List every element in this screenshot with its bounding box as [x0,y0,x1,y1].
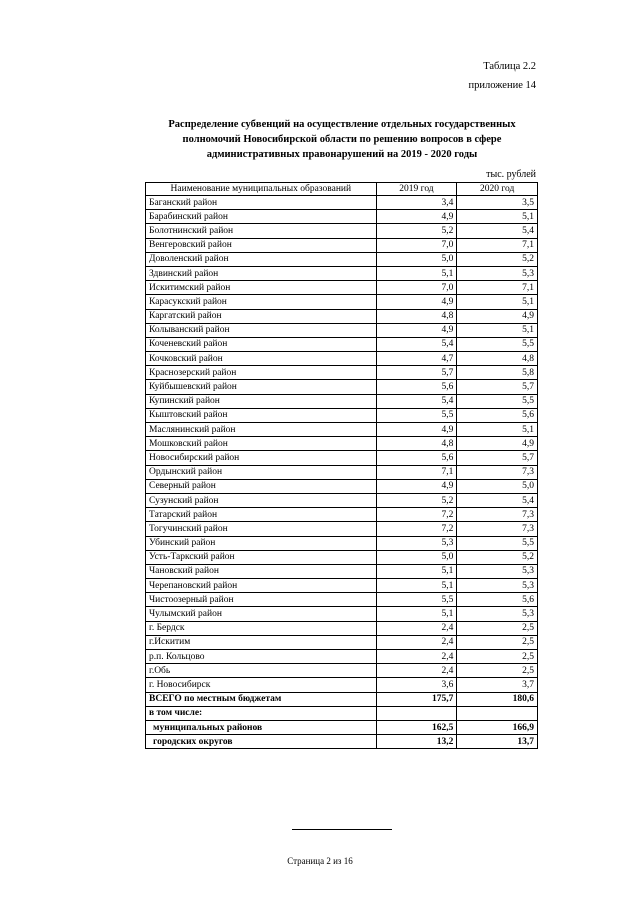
cell-2020: 5,1 [457,423,538,437]
table-row [146,224,538,238]
cell-municipality: Колыванский район [146,323,377,337]
cell-2019: 5,7 [376,366,457,380]
cell-2019: 5,3 [376,536,457,550]
cell-municipality: г.Обь [146,664,377,678]
cell-2020: 3,5 [457,196,538,210]
table-row [146,593,538,607]
cell-2020: 5,5 [457,337,538,351]
cell-2019: 13,2 [376,735,457,749]
table-number: Таблица 2.2 [483,61,536,72]
cell-2020: 5,3 [457,607,538,621]
cell-municipality: городских округов [146,735,377,749]
cell-2019: 3,4 [376,196,457,210]
cell-2019: 2,4 [376,635,457,649]
cell-2020: 7,1 [457,238,538,252]
table-row [146,550,538,564]
cell-2020: 4,8 [457,352,538,366]
cell-municipality: Татарский район [146,508,377,522]
cell-2020: 4,9 [457,309,538,323]
cell-municipality: Карасукский район [146,295,377,309]
cell-municipality: муниципальных районов [146,720,377,734]
cell-municipality: Черепановский район [146,579,377,593]
table-row [146,281,538,295]
cell-2020: 5,6 [457,408,538,422]
cell-2019: 7,0 [376,238,457,252]
cell-municipality: р.п. Кольцово [146,650,377,664]
table-row [146,536,538,550]
cell-2019: 5,5 [376,593,457,607]
column-header-name: Наименование муниципальных образований [146,183,377,196]
table-row [146,323,538,337]
table-row [146,210,538,224]
units-label: тыс. рублей [486,169,536,180]
cell-2020: 5,3 [457,266,538,280]
table-row [146,309,538,323]
cell-2020: 5,1 [457,323,538,337]
table-row [146,678,538,692]
cell-2020: 5,0 [457,479,538,493]
cell-2020: 5,5 [457,536,538,550]
cell-municipality: Барабинский район [146,210,377,224]
cell-2020: 5,3 [457,579,538,593]
cell-2019: 5,6 [376,451,457,465]
cell-2019: 5,2 [376,224,457,238]
cell-2019: 2,4 [376,621,457,635]
subsidy-table [145,182,538,749]
subtotal-row [146,720,538,734]
table-row [146,493,538,507]
cell-2020: 7,3 [457,522,538,536]
cell-2020: 5,4 [457,493,538,507]
table-body [146,196,538,749]
cell-2019: 4,9 [376,323,457,337]
cell-municipality: г.Искитим [146,635,377,649]
table-row [146,266,538,280]
table-row [146,423,538,437]
table-row [146,451,538,465]
cell-municipality: Каргатский район [146,309,377,323]
cell-2019: 4,7 [376,352,457,366]
cell-2019: 5,6 [376,380,457,394]
cell-2020: 5,2 [457,252,538,266]
cell-2019: 4,8 [376,309,457,323]
cell-municipality: Краснозерский район [146,366,377,380]
table-row [146,295,538,309]
cell-2019: 5,4 [376,337,457,351]
cell-2019: 5,1 [376,266,457,280]
cell-municipality: Северный район [146,479,377,493]
cell-municipality: Тогучинский район [146,522,377,536]
cell-2020: 5,7 [457,380,538,394]
cell-municipality: Болотнинский район [146,224,377,238]
cell-municipality: Доволенский район [146,252,377,266]
table-row [146,650,538,664]
cell-2020: 2,5 [457,621,538,635]
table-row [146,522,538,536]
cell-municipality: Новосибирский район [146,451,377,465]
page-footer: Страница 2 из 16 [287,856,353,866]
cell-municipality: г. Новосибирск [146,678,377,692]
cell-municipality: Купинский район [146,394,377,408]
cell-2019: 7,2 [376,522,457,536]
cell-municipality: Кыштовский район [146,408,377,422]
table-row [146,394,538,408]
cell-2019: 5,5 [376,408,457,422]
cell-2019: 4,9 [376,423,457,437]
cell-municipality: Убинский район [146,536,377,550]
cell-2019: 4,9 [376,210,457,224]
table-row [146,437,538,451]
column-header-2019: 2019 год [376,183,457,196]
table-row [146,252,538,266]
cell-municipality: Куйбышевский район [146,380,377,394]
table-row [146,479,538,493]
cell-2020: 3,7 [457,678,538,692]
table-row [146,508,538,522]
cell-2019: 5,0 [376,550,457,564]
appendix-label: приложение 14 [468,80,536,91]
cell-municipality: Венгеровский район [146,238,377,252]
cell-municipality: Мошковский район [146,437,377,451]
table-row [146,408,538,422]
cell-2019: 175,7 [376,692,457,706]
cell-municipality: Чулымский район [146,607,377,621]
cell-2019: 4,8 [376,437,457,451]
cell-2020: 13,7 [457,735,538,749]
cell-municipality: Чистоозерный район [146,593,377,607]
table-row [146,635,538,649]
empty-cell [376,706,457,720]
empty-cell [457,706,538,720]
table-row [146,607,538,621]
table-row [146,564,538,578]
cell-municipality: Искитимский район [146,281,377,295]
cell-2019: 5,1 [376,607,457,621]
cell-municipality: Здвинский район [146,266,377,280]
cell-2019: 5,1 [376,579,457,593]
cell-2019: 4,9 [376,295,457,309]
table-row [146,238,538,252]
cell-municipality: Маслянинский район [146,423,377,437]
cell-2019: 5,0 [376,252,457,266]
cell-2019: 2,4 [376,650,457,664]
cell-2020: 5,3 [457,564,538,578]
table-row [146,465,538,479]
cell-2019: 7,0 [376,281,457,295]
cell-municipality: Усть-Таркский район [146,550,377,564]
table-row [146,196,538,210]
cell-2020: 5,5 [457,394,538,408]
cell-municipality: Кочковский район [146,352,377,366]
including-label: в том числе: [146,706,377,720]
table-row [146,337,538,351]
cell-municipality: Чановский район [146,564,377,578]
cell-2020: 5,6 [457,593,538,607]
cell-municipality: Коченевский район [146,337,377,351]
table-row [146,621,538,635]
cell-2020: 7,3 [457,465,538,479]
table-row [146,664,538,678]
cell-municipality: ВСЕГО по местным бюджетам [146,692,377,706]
cell-2019: 5,1 [376,564,457,578]
table-row [146,352,538,366]
cell-2020: 4,9 [457,437,538,451]
table-row [146,366,538,380]
cell-2019: 7,2 [376,508,457,522]
cell-2019: 2,4 [376,664,457,678]
cell-2019: 4,9 [376,479,457,493]
cell-municipality: г. Бердск [146,621,377,635]
cell-2020: 5,7 [457,451,538,465]
table-header-row [146,183,538,196]
cell-municipality: Сузунский район [146,493,377,507]
cell-2020: 7,1 [457,281,538,295]
cell-2019: 7,1 [376,465,457,479]
cell-2020: 5,1 [457,210,538,224]
cell-2020: 5,4 [457,224,538,238]
cell-2020: 7,3 [457,508,538,522]
cell-2019: 3,6 [376,678,457,692]
including-row [146,706,538,720]
cell-2020: 2,5 [457,635,538,649]
cell-2019: 5,4 [376,394,457,408]
cell-2020: 5,1 [457,295,538,309]
cell-2020: 5,8 [457,366,538,380]
cell-2020: 5,2 [457,550,538,564]
cell-2019: 162,5 [376,720,457,734]
cell-2020: 180,6 [457,692,538,706]
cell-2020: 2,5 [457,664,538,678]
footer-divider [292,829,392,830]
document-title: Распределение субвенций на осуществление отдельных государственных полномочий Новосибирской области по решению вопросов в сфере административных правонарушений на 2019 - 2020 годы [168,119,516,160]
cell-municipality: Баганский район [146,196,377,210]
table-row [146,579,538,593]
cell-2020: 2,5 [457,650,538,664]
column-header-2020: 2020 год [457,183,538,196]
total-row [146,692,538,706]
cell-2019: 5,2 [376,493,457,507]
table-row [146,380,538,394]
cell-municipality: Ордынский район [146,465,377,479]
subtotal-row [146,735,538,749]
cell-2020: 166,9 [457,720,538,734]
